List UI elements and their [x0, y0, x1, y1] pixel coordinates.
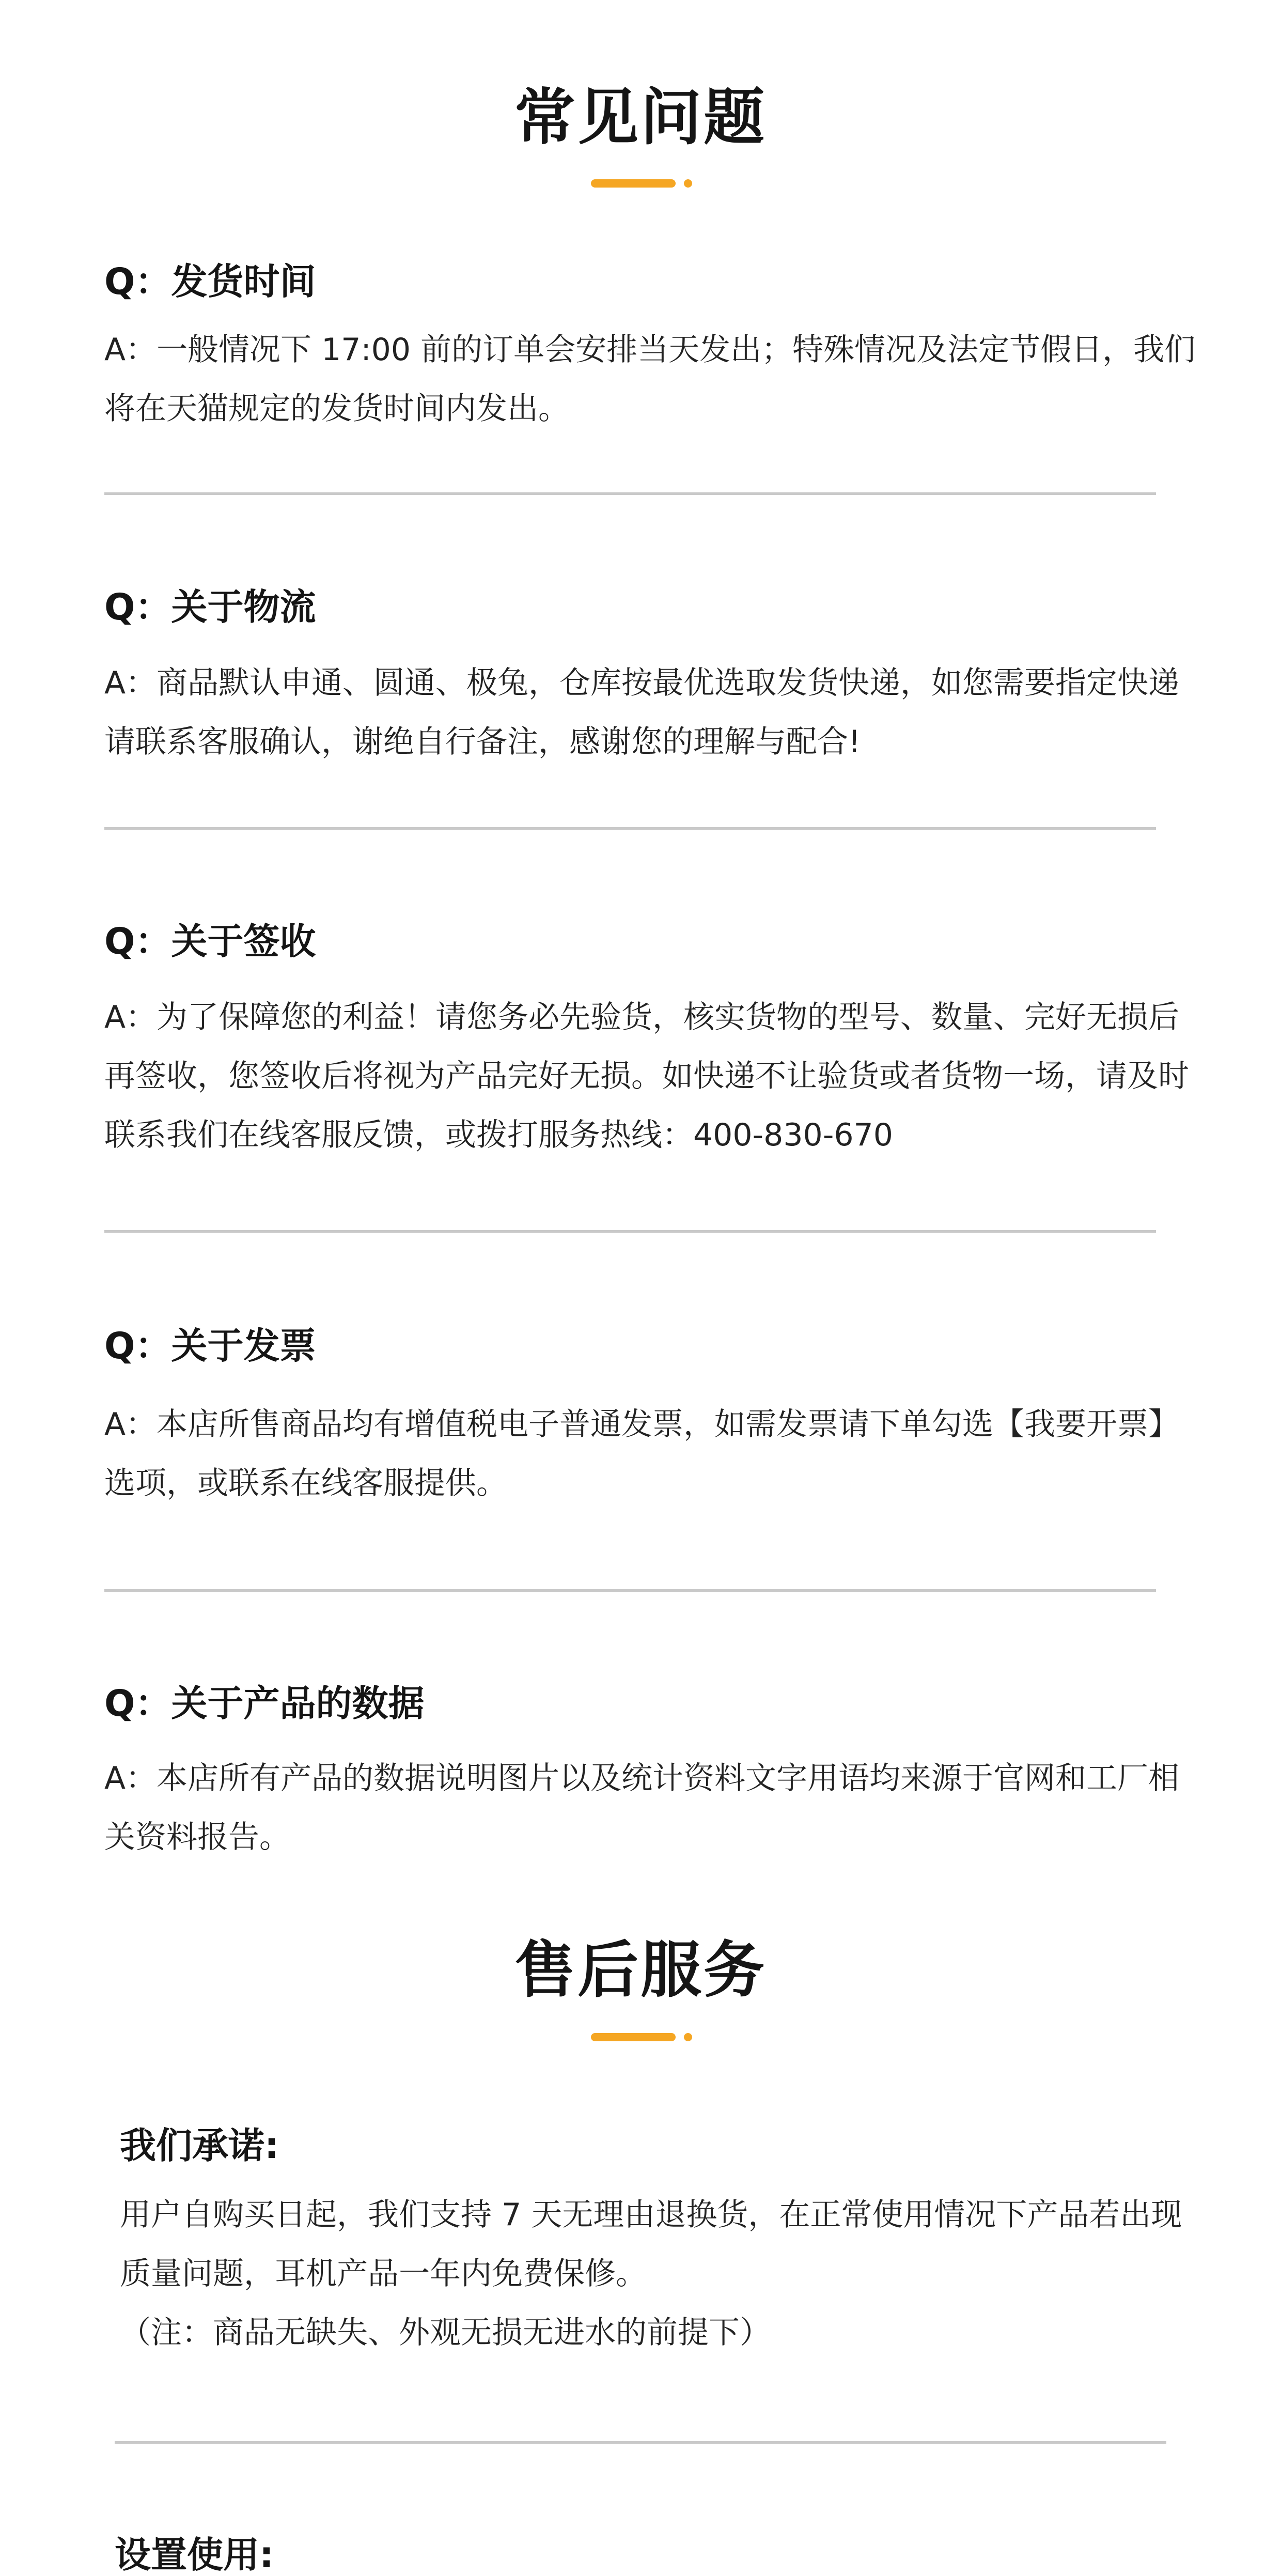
faq-divider	[104, 827, 1156, 830]
faq-title: 常见问题	[514, 82, 767, 153]
faq-question: Q：关于产品的数据	[104, 1682, 425, 1725]
faq-answer: A：本店所售商品均有增值税电子普通发票，如需发票请下单勾选【我要开票】选项，或联系在线客服提供。	[104, 1406, 1180, 1501]
promise-body: 用户自购买日起，我们支持 7 天无理由退换货，在正常使用情况下产品若出现质量问题，耳机产品一年内免费保修。	[120, 2197, 1182, 2292]
title-accent-dot	[684, 179, 692, 188]
faq-question: Q：发货时间	[104, 260, 316, 303]
promise-note: （注：商品无缺失、外观无损无进水的前提下）	[120, 2315, 771, 2351]
after-sales-title: 售后服务	[514, 1934, 767, 2006]
faq-question: Q：关于签收	[104, 920, 316, 963]
after-sales-divider	[115, 2441, 1166, 2444]
faq-answer: A：商品默认申通、圆通、极兔，仓库按最优选取发货快递，如您需要指定快递请联系客服确认，谢绝自行备注，感谢您的理解与配合!	[104, 665, 1180, 760]
faq-question: Q：关于发票	[104, 1325, 316, 1367]
promise-heading: 我们承诺:	[120, 2124, 279, 2167]
title-accent-dot	[684, 2033, 692, 2041]
faq-divider	[104, 1589, 1156, 1592]
usage-heading: 设置使用:	[115, 2534, 274, 2576]
title-accent-bar	[591, 179, 676, 188]
title-accent-bar	[591, 2033, 676, 2041]
faq-answer: A：为了保障您的利益！请您务必先验货，核实货物的型号、数量、完好无损后再签收，您签收后将视为产品完好无损。如快递不让验货或者货物一场，请及时联系我们在线客服反馈，或拨打服务热线：400-830-670	[104, 999, 1189, 1153]
faq-divider	[104, 1230, 1156, 1233]
faq-answer: A：本店所有产品的数据说明图片以及统计资料文字用语均来源于官网和工厂相关资料报告。	[104, 1760, 1180, 1855]
promise-text	[120, 2185, 1184, 2362]
faq-divider	[104, 492, 1156, 495]
faq-answer: A：一般情况下 17:00 前的订单会安排当天发出；特殊情况及法定节假日，我们将在天猫规定的发货时间内发出。	[104, 332, 1196, 427]
faq-question: Q：关于物流	[104, 586, 316, 628]
